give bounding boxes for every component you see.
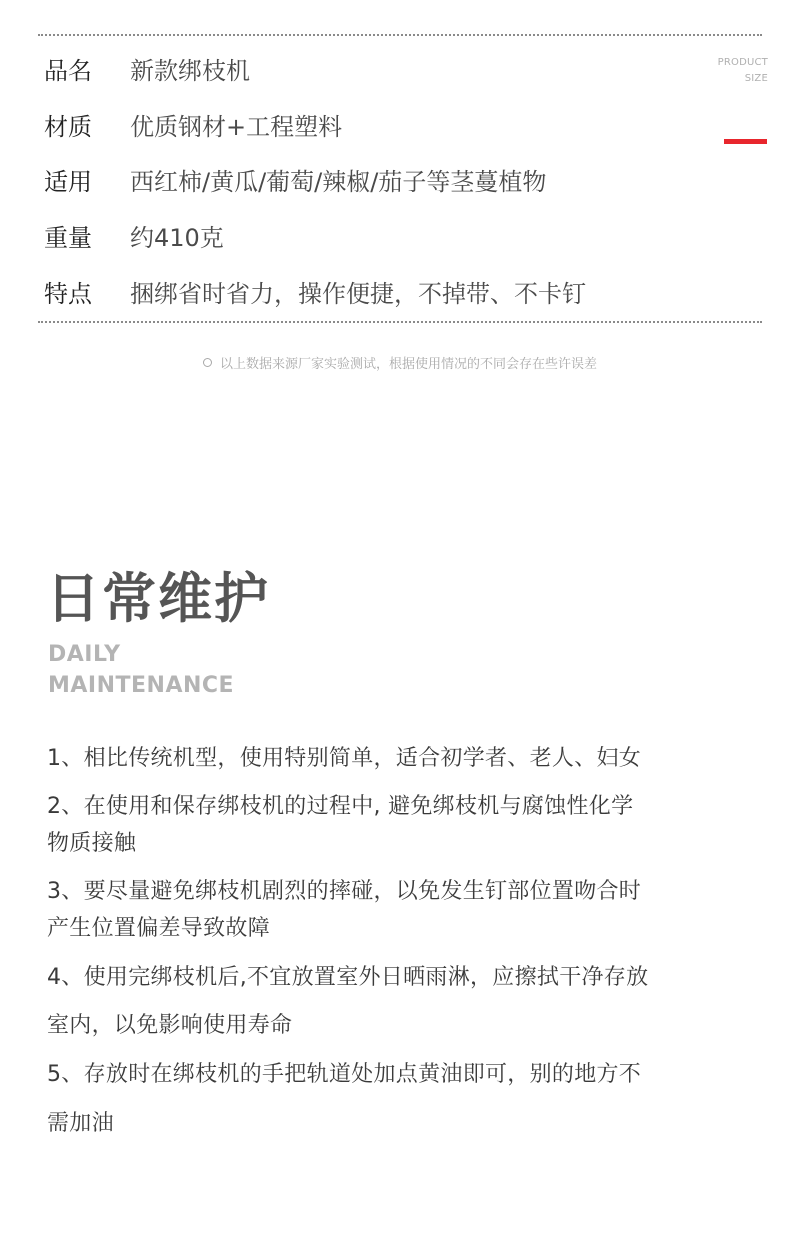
maintenance-line: 产生位置偏差导致故障 bbox=[47, 916, 271, 941]
product-size-label bbox=[718, 55, 768, 87]
spec-row-name bbox=[44, 48, 250, 88]
maintenance-line: 5、存放时在绑枝机的手把轨道处加点黄油即可，别的地方不 bbox=[47, 1062, 642, 1087]
spec-row-features bbox=[44, 271, 586, 311]
section-title: 日常维护 bbox=[46, 567, 270, 630]
spec-label: 重量 bbox=[44, 223, 92, 252]
spec-row-usage bbox=[44, 159, 546, 199]
maintenance-line: 3、要尽量避免绑枝机剧烈的摔碰，以免发生钉部位置吻合时 bbox=[47, 879, 642, 904]
spec-value: 优质钢材+工程塑料 bbox=[130, 112, 343, 141]
maintenance-line: 需加油 bbox=[47, 1111, 114, 1136]
spec-row-material bbox=[44, 104, 342, 144]
maintenance-line: 2、在使用和保存绑枝机的过程中, 避免绑枝机与腐蚀性化学 bbox=[47, 794, 634, 819]
spec-label: 材质 bbox=[44, 112, 92, 141]
spec-label: 适用 bbox=[44, 167, 92, 196]
section-subtitle-line2: MAINTENANCE bbox=[48, 673, 235, 698]
section-subtitle-line1: DAILY bbox=[48, 642, 121, 667]
note-text: 以上数据来源厂家实验测试，根据使用情况的不同会存在些许误差 bbox=[219, 357, 597, 372]
product-size-line1: PRODUCT bbox=[717, 57, 768, 68]
maintenance-line: 室内，以免影响使用寿命 bbox=[47, 1013, 293, 1038]
data-source-note bbox=[0, 353, 800, 372]
spec-row-weight bbox=[44, 215, 224, 255]
red-accent-bar bbox=[724, 139, 767, 144]
spec-label: 品名 bbox=[44, 56, 92, 85]
spec-value: 西红柿/黄瓜/葡萄/辣椒/茄子等茎蔓植物 bbox=[130, 167, 547, 196]
circle-bullet-icon bbox=[203, 358, 212, 367]
top-dotted-divider bbox=[38, 34, 762, 36]
spec-value: 约410克 bbox=[130, 223, 224, 252]
product-size-line2: SIZE bbox=[744, 73, 768, 84]
maintenance-line: 1、相比传统机型，使用特别简单，适合初学者、老人、妇女 bbox=[47, 746, 642, 771]
spec-value: 新款绑枝机 bbox=[130, 56, 250, 85]
bottom-dotted-divider bbox=[38, 321, 762, 323]
maintenance-line: 4、使用完绑枝机后,不宜放置室外日晒雨淋，应擦拭干净存放 bbox=[47, 965, 649, 990]
spec-value: 捆绑省时省力，操作便捷，不掉带、不卡钉 bbox=[130, 279, 586, 308]
spec-label: 特点 bbox=[44, 279, 92, 308]
maintenance-line: 物质接触 bbox=[47, 831, 137, 856]
